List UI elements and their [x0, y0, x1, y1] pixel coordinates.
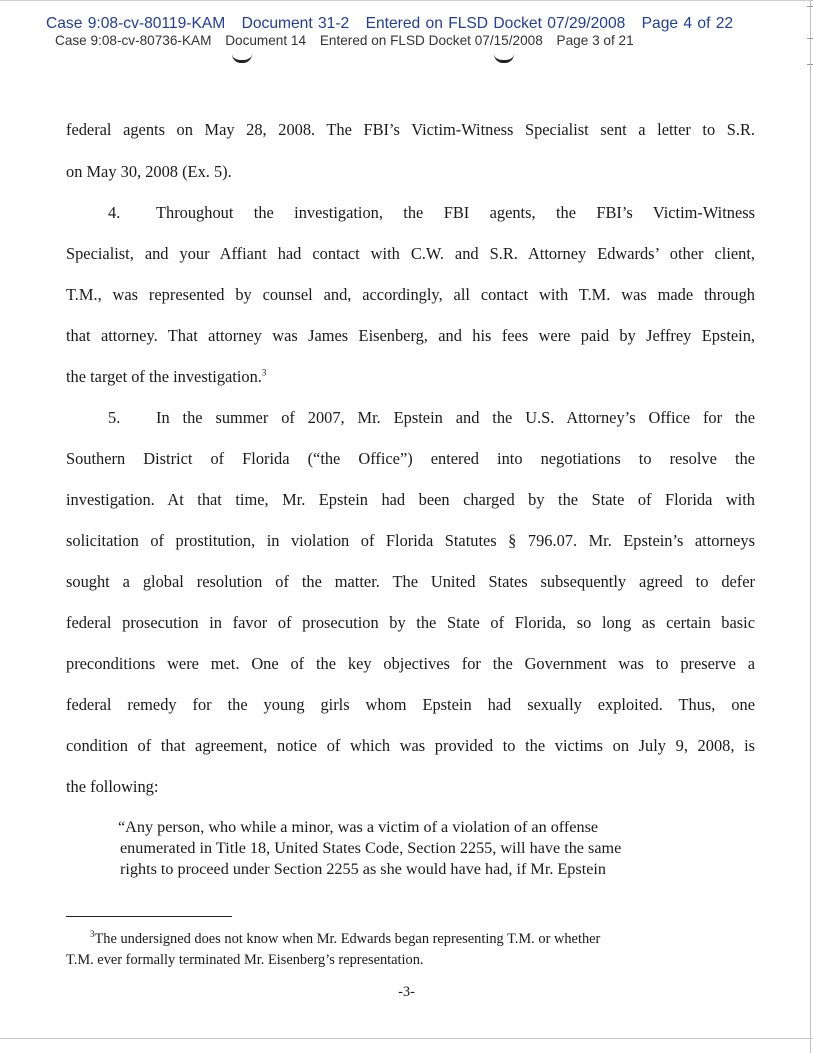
docket-header-original [55, 33, 644, 48]
scan-edge-right [810, 0, 811, 1053]
text-line: federal remedy for the young girls whom Epstein had sexually exploited. Thus, one [66, 695, 755, 714]
text-line [66, 367, 266, 387]
scan-edge-tick [807, 64, 813, 65]
footnote-separator [66, 916, 232, 917]
footnote-line [90, 931, 600, 948]
text-line: investigation. At that time, Mr. Epstein had been charged by the State of Florida with [66, 490, 755, 509]
text-line: solicitation of prostitution, in violation of Florida Statutes § 796.07. Mr. Epstein’s attorneys [66, 531, 755, 550]
punch-hole-mark [494, 54, 514, 63]
header-page-count: Page 3 of 21 [556, 33, 634, 48]
footnote-text: The undersigned does not know when Mr. Edwards began representing T.M. or whether [94, 931, 601, 947]
scan-edge-tick [807, 38, 813, 39]
footnote-reference: 3 [261, 367, 267, 378]
page-number: -3- [398, 984, 415, 1000]
quote-line: enumerated in Title 18, United States Code, Section 2255, will have the same [120, 839, 622, 857]
paragraph-number: 5. [108, 408, 121, 427]
docket-header-current [46, 15, 744, 33]
text-line: the following: [66, 777, 159, 796]
header-entered-date: Entered on FLSD Docket 07/29/2008 [365, 15, 626, 32]
scan-edge-bottom [0, 1038, 813, 1039]
paragraph-number: 4. [108, 203, 121, 222]
footnote-number: 3 [90, 929, 95, 940]
text-line: on May 30, 2008 (Ex. 5). [66, 162, 232, 181]
header-entered-date: Entered on FLSD Docket 07/15/2008 [319, 33, 543, 48]
text-line: condition of that agreement, notice of which was provided to the victims on July 9, 2008, is [66, 736, 755, 755]
text-line: preconditions were met. One of the key objectives for the Government was to preserve a [66, 654, 755, 673]
header-case-number: Case 9:08-cv-80736-KAM [55, 33, 212, 48]
header-page-count: Page 4 of 22 [641, 15, 734, 32]
text-line: federal agents on May 28, 2008. The FBI’s Victim-Witness Specialist sent a letter to S.R. [66, 120, 755, 139]
text-line: federal prosecution in favor of prosecution by the State of Florida, so long as certain basic [66, 613, 755, 632]
text-run: the target of the investigation. [66, 367, 262, 386]
scan-edge-top [0, 0, 813, 1]
scan-edge-tick [807, 6, 813, 7]
text-line: Specialist, and your Affiant had contact with C.W. and S.R. Attorney Edwards’ other client, [66, 244, 755, 263]
text-line: sought a global resolution of the matter. The United States subsequently agreed to defer [66, 572, 755, 591]
punch-hole-mark [232, 54, 252, 63]
header-document-number: Document 31-2 [241, 15, 350, 32]
text-line: T.M., was represented by counsel and, accordingly, all contact with T.M. was made through [66, 285, 755, 304]
footnote-line: T.M. ever formally terminated Mr. Eisenberg’s representation. [66, 952, 424, 968]
text-line: that attorney. That attorney was James Eisenberg, and his fees were paid by Jeffrey Epstein, [66, 326, 755, 345]
quote-line: rights to proceed under Section 2255 as she would have had, if Mr. Epstein [120, 860, 606, 878]
quote-line: “Any person, who while a minor, was a victim of a violation of an offense [118, 818, 599, 836]
text-line: Southern District of Florida (“the Office”) entered into negotiations to resolve the [66, 449, 755, 468]
text-line: In the summer of 2007, Mr. Epstein and the U.S. Attorney’s Office for the [156, 408, 755, 427]
text-line: Throughout the investigation, the FBI agents, the FBI’s Victim-Witness [156, 203, 755, 222]
header-case-number: Case 9:08-cv-80119-KAM [46, 15, 226, 32]
header-document-number: Document 14 [225, 33, 307, 48]
